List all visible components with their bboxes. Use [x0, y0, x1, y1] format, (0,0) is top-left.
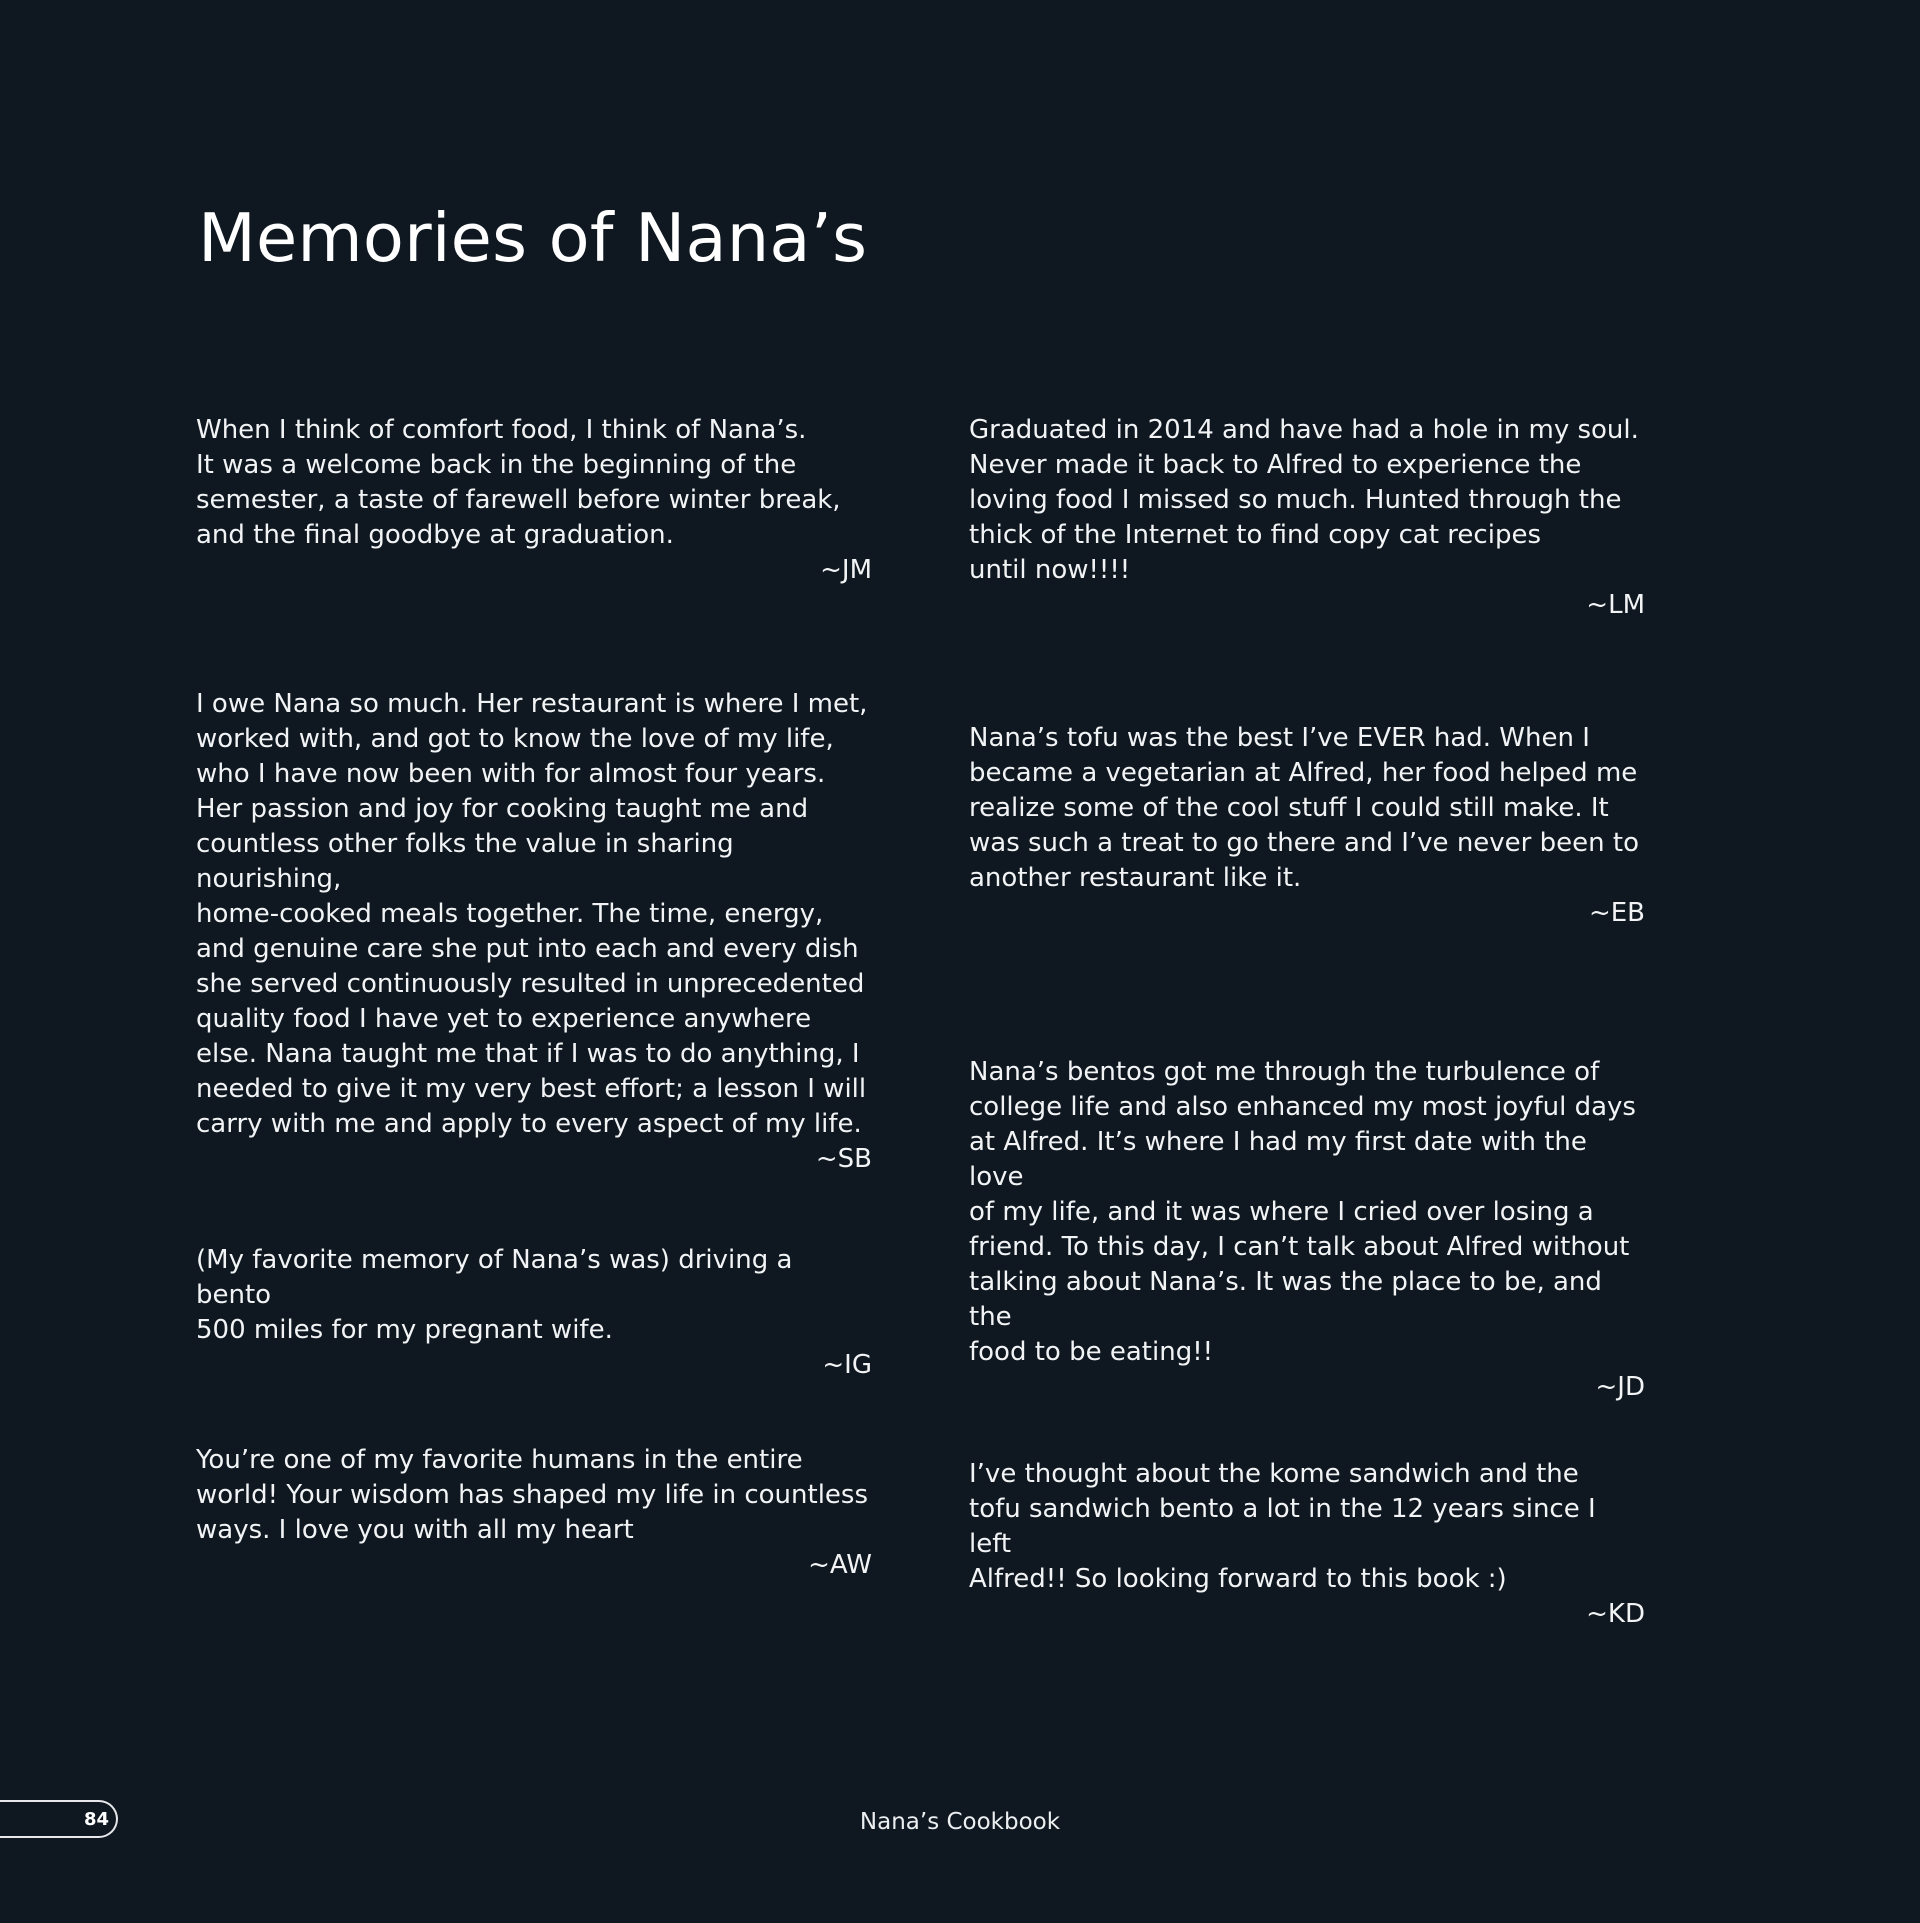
memory-text: (My favorite memory of Nana’s was) driving a bento 500 miles for my pregnant wife. [196, 1245, 793, 1345]
memory-signature: ~KD [1586, 1599, 1645, 1629]
page-number: 84 [83, 1808, 109, 1830]
memory-kd [969, 1457, 1645, 1632]
memory-sb [196, 687, 872, 1177]
memory-signature: ~IG [822, 1350, 872, 1380]
memory-text: Nana’s tofu was the best I’ve EVER had. When I became a vegetarian at Alfred, her food helped me realize some of the cool stuff I could still make. It was such a treat to go there and I’ve never been to another restaurant like it. [969, 723, 1639, 893]
memory-text: I owe Nana so much. Her restaurant is where I met, worked with, and got to know the love of my life, who I have now been with for almost four years. Her passion and joy for cooking taught me and countless other folks the value in sharing nourishing, home-cooked meals together. The time, energy, and genuine care she put into each and every dish she served continuously resulted in unprecedented quality food I have yet to experience anywhere else. Nana taught me that if I was to do anything, I needed to give it my very best effort; a lesson I will carry with me and apply to every aspect of my life. [196, 689, 868, 1139]
memory-signature: ~AW [808, 1550, 872, 1580]
memory-jm [196, 413, 872, 588]
footer-title: Nana’s Cookbook [859, 1809, 1061, 1835]
page-title: Memories of Nana’s [198, 199, 868, 277]
memory-signature: ~EB [1588, 898, 1645, 928]
memory-text: When I think of comfort food, I think of Nana’s. It was a welcome back in the beginning of the semester, a taste of farewell before winter break, and the final goodbye at graduation. [196, 415, 841, 550]
memory-lm [969, 413, 1645, 623]
memory-signature: ~JD [1595, 1372, 1645, 1402]
memory-signature: ~JM [820, 555, 872, 585]
memory-signature: ~LM [1586, 590, 1645, 620]
memory-text: I’ve thought about the kome sandwich and the tofu sandwich bento a lot in the 12 years since I left Alfred!! So looking forward to this book :) [969, 1459, 1596, 1594]
memory-signature: ~SB [815, 1144, 872, 1174]
memory-aw [196, 1443, 872, 1583]
memory-text: Nana’s bentos got me through the turbulence of college life and also enhanced my most joyful days at Alfred. It’s where I had my first date with the love of my life, and it was where I cried over losing a friend. To this day, I can’t talk about Alfred without talking about Nana’s. It was the place to be, and the food to be eating!! [969, 1057, 1636, 1367]
memory-eb [969, 721, 1645, 931]
memory-text: Graduated in 2014 and have had a hole in my soul. Never made it back to Alfred to experience the loving food I missed so much. Hunted through the thick of the Internet to find copy cat recipes until now!!!! [969, 415, 1639, 585]
memory-jd [969, 1055, 1645, 1405]
memory-ig [196, 1243, 872, 1383]
memory-text: You’re one of my favorite humans in the entire world! Your wisdom has shaped my life in countless ways. I love you with all my heart [196, 1445, 869, 1545]
